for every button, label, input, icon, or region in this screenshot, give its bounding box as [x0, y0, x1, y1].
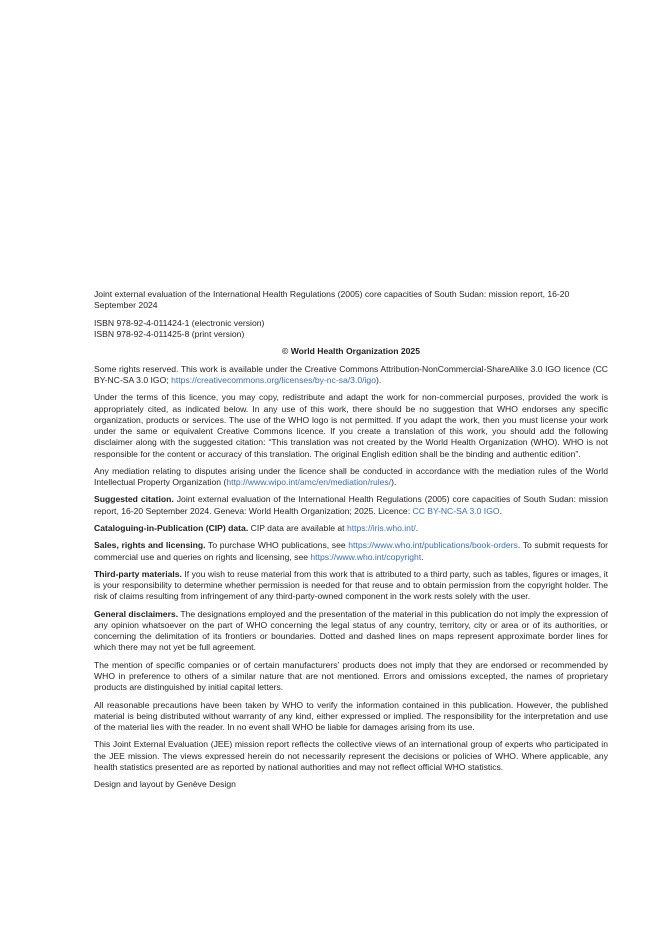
design-credit: Design and layout by Genève Design: [94, 779, 236, 790]
third-party-label: Third-party materials.: [94, 569, 182, 580]
iris-link[interactable]: https://iris.who.int/: [346, 523, 416, 534]
copyright-link[interactable]: https://www.who.int/copyright: [310, 551, 422, 562]
citation-licence-link[interactable]: CC BY-NC-SA 3.0 IGO: [412, 505, 500, 516]
cip-tail: .: [415, 523, 419, 534]
general-disclaimers-paragraph: [94, 609, 608, 654]
citation-paragraph: [94, 494, 608, 516]
rights-paragraph: [94, 364, 608, 386]
general-disclaimers-text: The designations employed and the presentation of the material in this publication do not imply the expression of any opinion whatsoever on the part of WHO concerning the legal status of any country, territory, city or area or of its authorities, or concerning the delimitation of its frontiers or boundaries. Dotted and dashed lines on maps represent approximate border lines for which there may not yet be full agreement.: [94, 608, 609, 653]
citation-text: Joint external evaluation of the International Health Regulations (2005) core capacities of South Sudan: mission report, 16-20 September 2024. Geneva: World Health Organization; 2025. Licence:: [94, 494, 609, 516]
report-title: Joint external evaluation of the International Health Regulations (2005) core capacities of South Sudan: mission report, 16-20 September 2024: [94, 289, 570, 311]
third-party-text: If you wish to reuse material from this work that is attributed to a third party, such as tables, figures or images, it is your responsibility to determine whether permission is needed for that reuse and to obtain permission from the copyright holder. The risk of claims resulting from infringement of any third-party-owned component in the work rests solely with the user.: [94, 569, 608, 602]
isbn-electronic: ISBN 978-92-4-011424-1 (electronic version): [94, 317, 265, 328]
sales-tail: .: [421, 551, 424, 562]
isbn-print: ISBN 978-92-4-011425-8 (print version): [94, 328, 245, 339]
licence-terms-paragraph: Under the terms of this licence, you may copy, redistribute and adapt the work for non-commercial purposes, provided the work is appropriately cited, as indicated below. In any use of this work, there should be no suggestion that WHO endorses any specific organization, products or services. The use of the WHO logo is not permitted. If you adapt the work, then you must license your work under the same or equivalent Creative Commons licence. If you create a translation of this work, you should add the following disclaimer along with the suggested citation: “This translation was not created by the World Health Organization (WHO). WHO is not responsible for the content or accuracy of this translation. The original English edition shall be the binding and authentic edition”.: [94, 392, 608, 459]
copyright-page: [94, 289, 608, 797]
sales-text-1: To purchase WHO publications, see: [205, 540, 349, 551]
wipo-link[interactable]: http://www.wipo.int/amc/en/mediation/rules/: [226, 477, 392, 488]
cip-label: Cataloguing-in-Publication (CIP) data.: [94, 523, 249, 534]
citation-label: Suggested citation.: [94, 494, 174, 505]
book-orders-link[interactable]: https://www.who.int/publications/book-orders: [348, 540, 518, 551]
mediation-paragraph: [94, 466, 608, 488]
general-disclaimers-label: General disclaimers.: [94, 608, 179, 619]
sales-text-2: . To submit requests for commercial use and queries on rights and licensing, see: [94, 540, 608, 562]
precautions-paragraph: All reasonable precautions have been taken by WHO to verify the information contained in this publication. However, the published material is being distributed without warranty of any kind, either expressed or implied. The responsibility for the interpretation and use of the material lies with the reader. In no event shall WHO be liable for damages arising from its use.: [94, 699, 608, 733]
third-party-paragraph: [94, 569, 608, 603]
cip-text: CIP data are available at: [248, 523, 347, 534]
sales-label: Sales, rights and licensing.: [94, 540, 206, 551]
copyright-notice: © World Health Organization 2025: [282, 346, 420, 357]
mediation-text: Any mediation relating to disputes arising under the licence shall be conducted in accordance with the mediation rules of the World Intellectual Property Organization (: [94, 465, 608, 488]
manufacturers-paragraph: The mention of specific companies or of certain manufacturers’ products does not imply that they are endorsed or recommended by WHO in preference to others of a similar nature that are not mentioned. Errors and omissions excepted, the names of proprietary products are distinguished by initial capital letters.: [94, 659, 608, 693]
mediation-tail: ).: [391, 477, 397, 488]
jee-paragraph: This Joint External Evaluation (JEE) mission report reflects the collective views of an international group of experts who participated in the JEE mission. The views expressed herein do not necessarily represent the decisions or policies of WHO. Where applicable, any health statistics presented are as reported by national authorities and may not reflect official WHO statistics.: [94, 739, 608, 772]
citation-tail: .: [499, 505, 502, 516]
cc-licence-link[interactable]: https://creativecommons.org/licenses/by-nc-sa/3.0/igo: [171, 375, 376, 386]
sales-paragraph: [94, 540, 608, 562]
rights-text: Some rights reserved. This work is available under the Creative Commons Attribution-NonCommercial-ShareAlike 3.0 IGO licence (CC BY-NC-SA 3.0 IGO;: [94, 363, 608, 386]
rights-tail: ).: [375, 375, 382, 386]
cip-paragraph: [94, 523, 608, 534]
